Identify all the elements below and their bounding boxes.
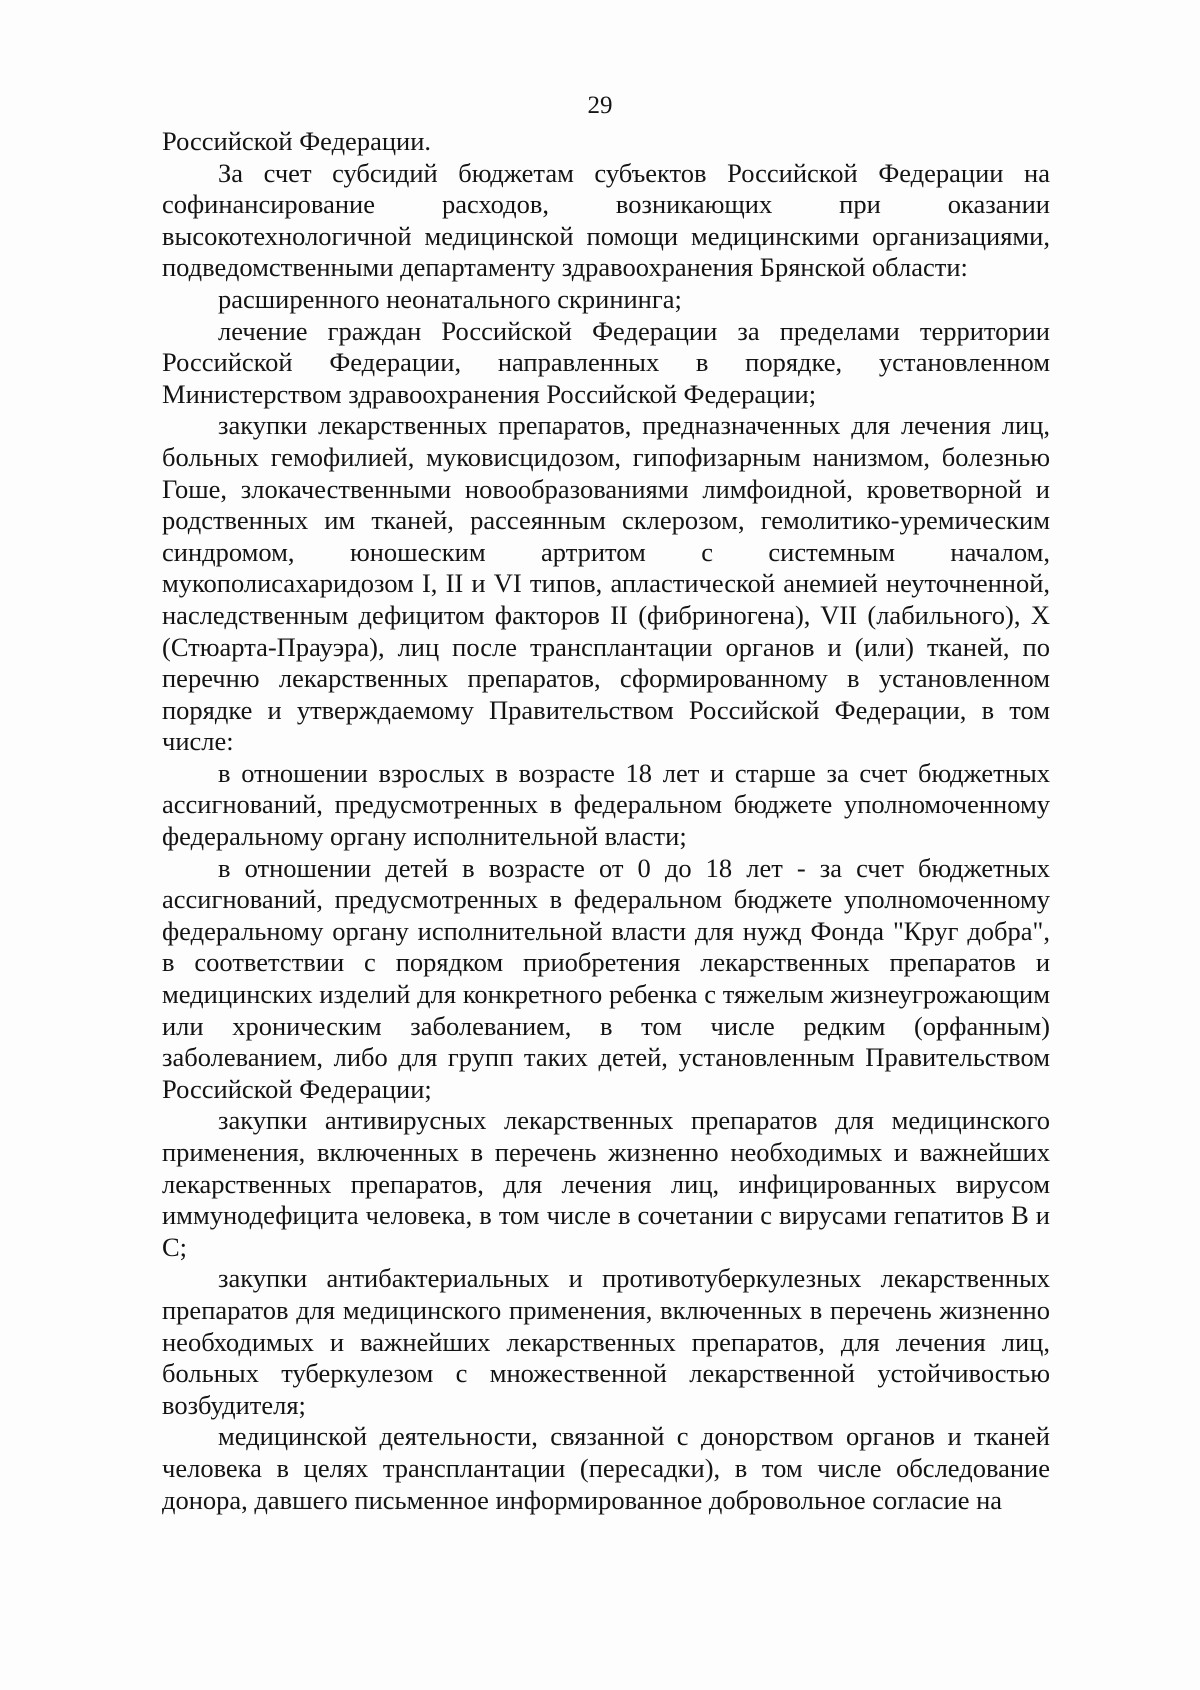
document-body [162,126,1050,1516]
paragraph-donation: медицинской деятельности, связанной с донорством органов и тканей человека в целях трансплантации (пересадки), в том числе обследование донора, давшего письменное информированное добровольное согласие на [162,1421,1050,1515]
paragraph-antibacterial: закупки антибактериальных и противотуберкулезных лекарственных препаратов для медицинского применения, включенных в перечень жизненно необходимых и важнейших лекарственных препаратов, для лечения лиц, больных туберкулезом с множественной лекарственной устойчивостью возбудителя; [162,1263,1050,1420]
paragraph-continuation: Российской Федерации. [162,126,431,156]
paragraph-children: в отношении детей в возрасте от 0 до 18 лет - за счет бюджетных ассигнований, предусмотренных в федеральном бюджете уполномоченному федеральному органу исполнительной власти для нужд Фонда "Круг добра", в соответствии с порядком приобретения лекарственных препаратов и медицинских изделий для конкретного ребенка с тяжелым жизнеугрожающим или хроническим заболеванием, в том числе редким (орфанным) заболеванием, либо для групп таких детей, установленным Правительством Российской Федерации; [162,852,1050,1104]
paragraph-treatment-abroad: лечение граждан Российской Федерации за пределами территории Российской Федерации, направленных в порядке, установленном Министерством здравоохранения Российской Федерации; [162,315,1050,409]
paragraph-antiviral: закупки антивирусных лекарственных препаратов для медицинского применения, включенных в перечень жизненно необходимых и важнейших лекарственных препаратов, для лечения лиц, инфицированных вирусом иммунодефицита человека, в том числе в сочетании с вирусами гепатитов B и C; [162,1105,1050,1262]
paragraph-subsidies-intro: За счет субсидий бюджетам субъектов Российской Федерации на софинансирование расходов, возникающих при оказании высокотехнологичной медицинской помощи медицинскими организациями, подведомственными департаменту здравоохранения Брянской области: [162,157,1050,283]
paragraph-neonatal-screening: расширенного неонатального скрининга; [218,283,682,314]
paragraph-adults: в отношении взрослых в возрасте 18 лет и старше за счет бюджетных ассигнований, предусмотренных в федеральном бюджете уполномоченному федеральному органу исполнительной власти; [162,757,1050,852]
paragraph-drug-purchases: закупки лекарственных препаратов, предназначенных для лечения лиц, больных гемофилией, муковисцидозом, гипофизарным нанизмом, болезнью Гоше, злокачественными новообразованиями лимфоидной, кроветворной и родственных им тканей, рассеянным склерозом, гемолитико-уремическим синдромом, юношеским артритом с системным началом, мукополисахаридозом I, II и VI типов, апластической анемией неуточненной, наследственным дефицитом факторов II (фибриногена), VII (лабильного), X (Стюарта-Прауэра), лиц после трансплантации органов и (или) тканей, по перечню лекарственных препаратов, сформированному в установленном порядке и утверждаемому Правительством Российской Федерации, в том числе: [162,410,1050,757]
page-number: 29 [587,92,613,119]
